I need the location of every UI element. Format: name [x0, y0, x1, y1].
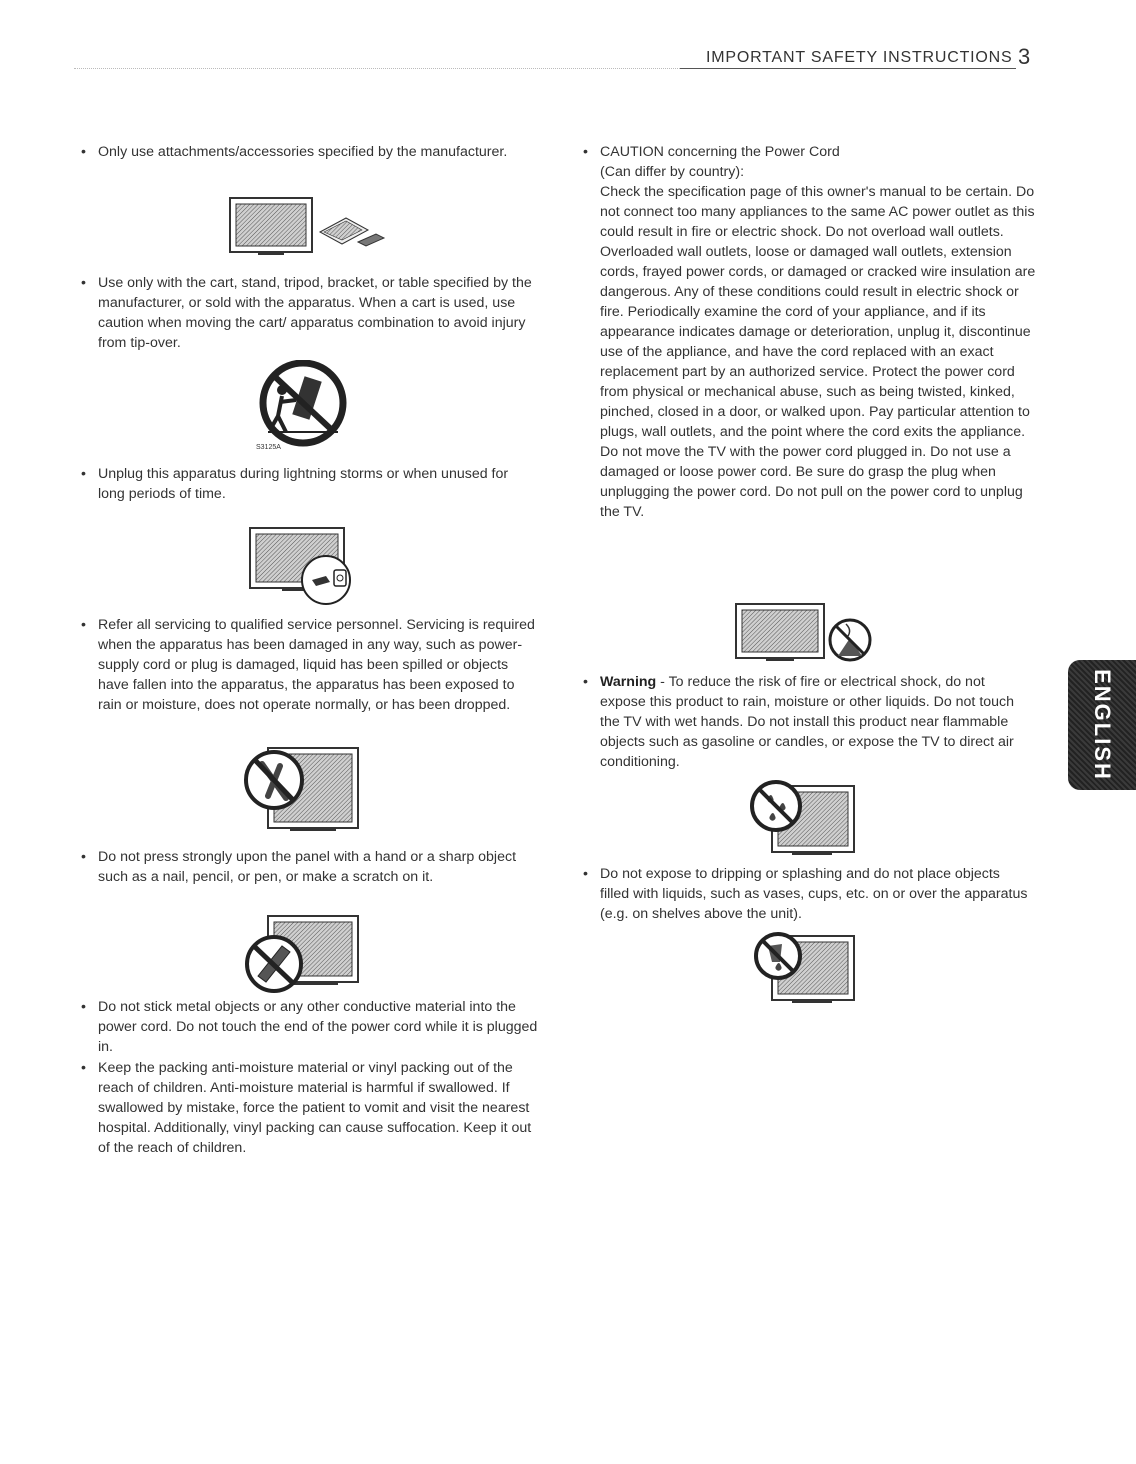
list-item — [580, 864, 1030, 924]
cord-damage-icon — [734, 602, 874, 666]
page-number: 3 — [1018, 44, 1031, 69]
list-item-text: • Keep the packing anti-moisture material or vinyl packing out of the reach of children. Anti-moisture material is harmful if swallowed. If swallowed by mistake, force the patient to vomit and visit the nearest hospital. Additionally, vinyl packing can cause suffocation. Keep it out of the reach of children. — [98, 1060, 532, 1156]
no-liquid-container-icon — [748, 928, 858, 1008]
language-tab — [1068, 660, 1136, 790]
no-sharp-object-icon — [240, 912, 364, 994]
list-item-text: • Refer all servicing to qualified service personnel. Servicing is required when the apparatus has been damaged in any way, such as power-supply cord or plug is damaged, liquid has been spilled or objects have fallen into the apparatus, the apparatus has been exposed to rain or moisture, does not operate normally, or has been dropped. — [98, 617, 535, 713]
caution-subtitle: (Can differ by country): — [600, 164, 745, 180]
list-item-text: • Only use attachments/accessories specified by the manufacturer. — [98, 144, 508, 160]
caution-text: Check the specification page of this owner's manual to be certain. Do not connect too many appliances to the same AC power outlet as this could result in fire or electric shock. Do not overload wall outlets. Overloaded wall outlets, loose or damaged wall outlets, extension cords, frayed power cords, or damaged or cracked wire insulation are dangerous. Any of these conditions could result in electric shock or fire. Periodically examine the cord of your appliance, and if its appearance indicates damage or deterioration, unplug it, discontinue use of the appliance, and have the cord replaced with an exact replacement part by an authorized service. Protect the power cord from physical or mechanical abuse, such as being twisted, kinked, pinched, closed in a door, or walked upon. Pay particular attention to plugs, wall outlets, and the point where the cord exits the appliance. Do not move the TV with the power cord plugged in. Do not use a damaged or loose power cord. Be sure do grasp the plug when unplugging the power cord. Do not pull on the power cord to unplug the TV. — [600, 184, 1036, 520]
header-rule-accent — [680, 68, 1016, 69]
list-item — [78, 1058, 538, 1158]
list-item-caution — [580, 142, 1044, 522]
list-item-text: • Do not stick metal objects or any other conductive material into the power cord. Do not touch the end of the power cord while it is plugged in. — [98, 999, 538, 1055]
list-item — [78, 464, 538, 504]
figure-code: S3125A — [256, 444, 281, 451]
list-item — [78, 142, 518, 162]
list-item — [78, 847, 538, 887]
language-tab-label: ENGLISH — [1090, 669, 1115, 781]
no-water-icon — [748, 776, 858, 858]
list-item-text: • Use only with the cart, stand, tripod, bracket, or table specified by the manufacturer, or sold with the apparatus. When a cart is used, use caution when moving the cart/ apparatus combination to avoid injury from tip-over. — [98, 275, 532, 351]
cart-tipover-warning-icon — [250, 360, 360, 452]
list-item — [78, 997, 538, 1057]
caution-title: • CAUTION concerning the Power Cord — [600, 144, 840, 160]
unplug-tv-icon — [246, 526, 361, 608]
list-item-text: • Do not expose to dripping or splashing and do not place objects filled with liquids, such as vases, cups, etc. on or over the apparatus (e.g. on shelves above the unit). — [600, 866, 1028, 922]
tv-accessories-icon — [228, 196, 398, 260]
list-item — [78, 273, 538, 353]
list-item-text: • Unplug this apparatus during lightning storms or when unused for long periods of time. — [98, 466, 509, 502]
list-item-warning — [580, 672, 1030, 772]
no-servicing-icon — [240, 742, 364, 834]
warning-label: Warning — [600, 674, 657, 690]
page-title: IMPORTANT SAFETY INSTRUCTIONS — [706, 49, 1013, 66]
warning-text: - To reduce the risk of fire or electrical shock, do not expose this product to rain, moisture or other liquids. Do not touch the TV with wet hands. Do not install this product near flammable objects such as gasoline or candles, or expose the TV to direct air conditioning. — [600, 674, 1015, 770]
list-item-text: • Do not press strongly upon the panel with a hand or a sharp object such as a nail, pencil, or pen, or make a scratch on it. — [98, 849, 517, 885]
list-item — [78, 615, 538, 715]
